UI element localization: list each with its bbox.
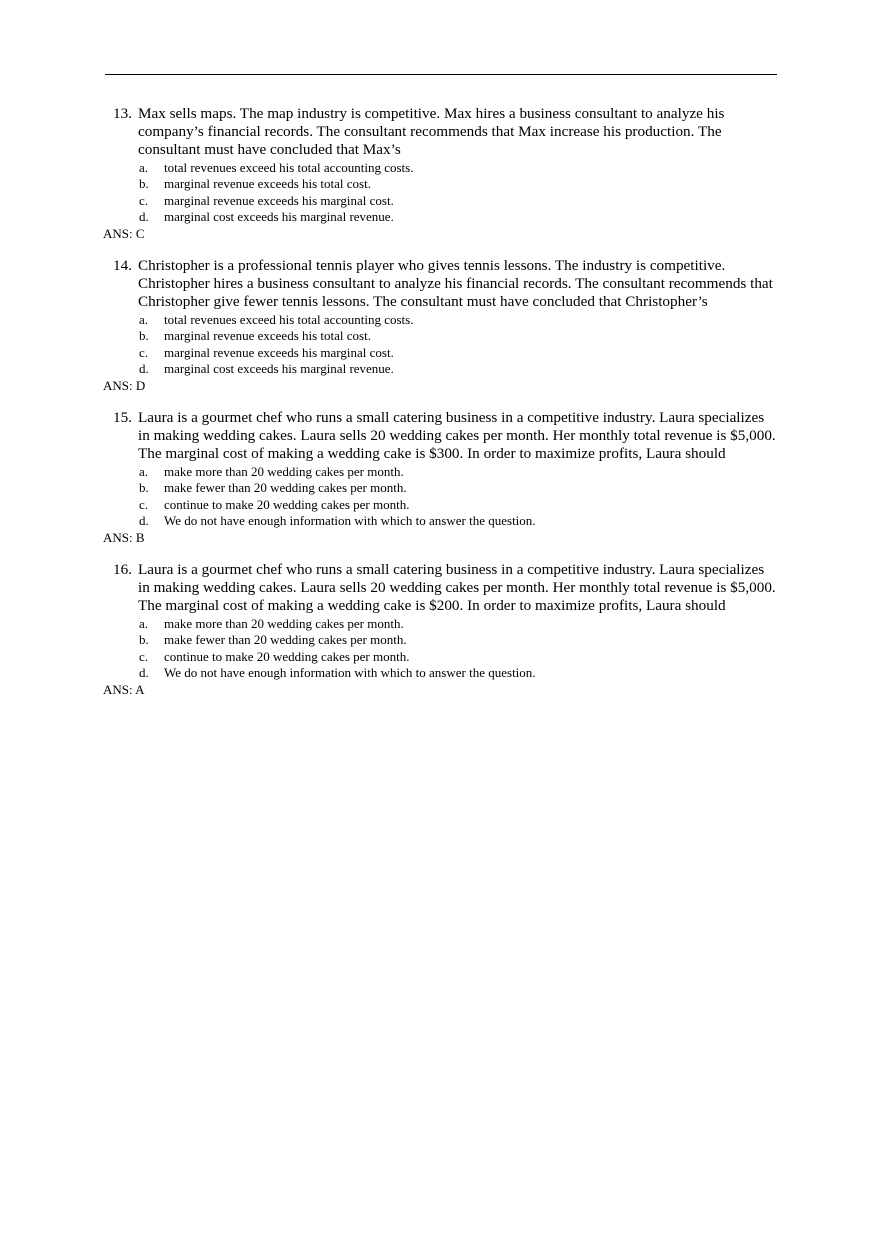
choice-c [103,497,779,514]
choice-text: marginal revenue exceeds his total cost. [164,176,371,192]
choice-a [103,160,779,177]
choice-text: marginal revenue exceeds his total cost. [164,328,371,344]
question-text: Max sells maps. The map industry is competitive. Max hires a business consultant to analyze his company’s financial records. The consultant recommends that Max increase his production. The consultant must have concluded that Max’s [138,105,725,159]
choice-text: total revenues exceed his total accounting costs. [164,159,414,175]
choice-letter: a. [139,311,149,327]
choice-text: marginal revenue exceeds his marginal cost. [164,344,394,360]
choice-text: make fewer than 20 wedding cakes per month. [164,632,407,648]
choice-d [103,361,779,378]
choice-c [103,345,779,362]
answer-key: ANS: B [103,529,145,545]
question-text: Christopher is a professional tennis player who gives tennis lessons. The industry is competitive. Christopher hires a business consultant to analyze his financial records. The consultant recommends that Christopher give fewer tennis lessons. The consultant must have concluded that Christopher’s [138,256,773,311]
answer-choices [103,616,779,682]
question-number: 16. [113,560,132,578]
choice-letter: b. [139,176,149,192]
choice-d [103,209,779,226]
choice-text: make more than 20 wedding cakes per month. [164,615,404,631]
choice-letter: d. [139,665,149,681]
question-number: 14. [113,256,132,274]
question-stem [103,409,779,464]
question-14 [103,257,779,394]
choice-letter: a. [139,615,149,631]
choice-text: continue to make 20 wedding cakes per month. [164,648,410,664]
answer-key: ANS: A [103,681,145,697]
choice-letter: d. [139,361,149,377]
choice-a [103,312,779,329]
choice-letter: a. [139,159,149,175]
choice-a [103,616,779,633]
choice-letter: a. [139,463,149,479]
question-number: 15. [113,408,132,426]
question-13 [103,105,779,242]
choice-letter: c. [139,648,149,664]
choice-letter: b. [139,328,149,344]
choice-d [103,665,779,682]
choice-text: make fewer than 20 wedding cakes per month. [164,480,407,496]
choice-a [103,464,779,481]
answer-choices [103,160,779,226]
choice-letter: b. [139,632,149,648]
question-stem [103,561,779,616]
answer-choices [103,464,779,530]
choice-text: total revenues exceed his total accounting costs. [164,311,414,327]
header-rule [105,74,777,75]
choice-text: We do not have enough information with which to answer the question. [164,665,536,681]
choice-letter: d. [139,513,149,529]
question-stem [103,257,779,312]
choice-b [103,632,779,649]
question-15 [103,409,779,546]
choice-d [103,513,779,530]
question-stem [103,105,779,160]
choice-b [103,480,779,497]
choice-text: marginal revenue exceeds his marginal cost. [164,192,394,208]
question-text: Laura is a gourmet chef who runs a small catering business in a competitive industry. Laura specializes in making wedding cakes. Laura sells 20 wedding cakes per month. Her monthly total revenue is $5,000. The marginal cost of making a wedding cake is $300. In order to maximize profits, Laura should [138,408,776,463]
choice-c [103,193,779,210]
choice-letter: c. [139,496,149,512]
answer-choices [103,312,779,378]
question-16 [103,561,779,698]
choice-letter: b. [139,480,149,496]
choice-text: marginal cost exceeds his marginal revenue. [164,209,394,225]
question-list [103,105,779,713]
choice-text: continue to make 20 wedding cakes per month. [164,496,410,512]
choice-letter: d. [139,209,149,225]
choice-b [103,176,779,193]
choice-text: marginal cost exceeds his marginal revenue. [164,361,394,377]
choice-b [103,328,779,345]
choice-text: make more than 20 wedding cakes per month. [164,463,404,479]
question-text: Laura is a gourmet chef who runs a small catering business in a competitive industry. Laura specializes in making wedding cakes. Laura sells 20 wedding cakes per month. Her monthly total revenue is $5,000. The marginal cost of making a wedding cake is $200. In order to maximize profits, Laura should [138,560,776,615]
choice-c [103,649,779,666]
answer-key: ANS: C [103,225,145,241]
choice-letter: c. [139,344,149,360]
choice-letter: c. [139,192,149,208]
question-number: 13. [113,105,132,122]
choice-text: We do not have enough information with which to answer the question. [164,513,536,529]
answer-key: ANS: D [103,377,146,393]
